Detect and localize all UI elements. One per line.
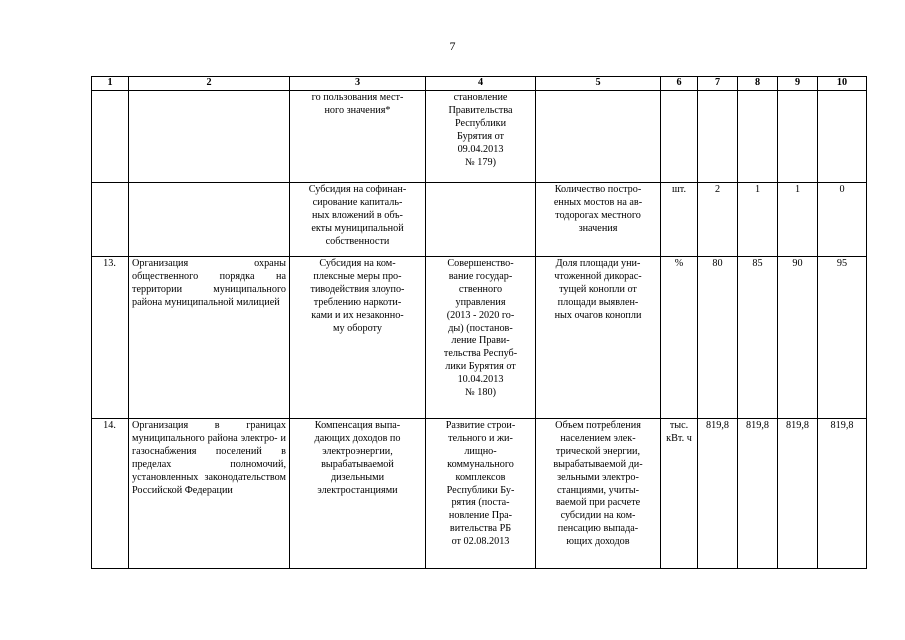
header-cell: 9 <box>778 77 818 91</box>
value-cell: 819,8 <box>778 419 818 569</box>
header-cell: 3 <box>290 77 426 91</box>
unit-cell: шт. <box>661 183 698 257</box>
row-number-cell: 14. <box>92 419 129 569</box>
indicator-cell <box>536 91 661 183</box>
value-cell: 85 <box>738 257 778 419</box>
unit-cell: тыс. кВт. ч <box>661 419 698 569</box>
task-cell <box>129 183 290 257</box>
value-cell: 2 <box>698 183 738 257</box>
task-cell <box>129 91 290 183</box>
row-number-cell <box>92 91 129 183</box>
unit-cell: % <box>661 257 698 419</box>
value-cell: 819,8 <box>738 419 778 569</box>
value-cell <box>818 91 867 183</box>
task-cell: Организация в границах муниципального района электро- и газоснабжения поселений в пределах полномочий, установленных законодательством Российской Федерации <box>129 419 290 569</box>
header-cell: 1 <box>92 77 129 91</box>
header-cell: 2 <box>129 77 290 91</box>
value-cell: 819,8 <box>818 419 867 569</box>
header-cell: 4 <box>426 77 536 91</box>
subsidy-cell: го пользования мест- ного значения* <box>290 91 426 183</box>
indicator-cell: Объем потребления населением элек- трической энергии, вырабатываемой ди- зельными электро- станциями, учиты- ваемой при расчете субсидии на ком- пенсацию выпада- ющих доходов <box>536 419 661 569</box>
value-cell: 80 <box>698 257 738 419</box>
table-row <box>92 183 867 257</box>
table-row <box>92 419 867 569</box>
header-cell: 7 <box>698 77 738 91</box>
page-number: 7 <box>449 39 456 53</box>
header-cell: 10 <box>818 77 867 91</box>
value-cell <box>698 91 738 183</box>
value-cell: 1 <box>778 183 818 257</box>
task-cell: Организация охраны общественного порядка на территории муниципального района муниципальной милицией <box>129 257 290 419</box>
header-cell: 5 <box>536 77 661 91</box>
program-cell: Развитие строи- тельного и жи- лищно- коммунального комплексов Республики Бу- рятия (поста- новление Пра- вительства РБ от 02.08.2013 <box>426 419 536 569</box>
data-table <box>91 76 867 569</box>
table-row <box>92 91 867 183</box>
subsidy-cell: Субсидия на софинан- сирование капиталь- ных вложений в объ- екты муниципальной собственности <box>290 183 426 257</box>
indicator-cell: Количество постро- енных мостов на ав- тодорогах местного значения <box>536 183 661 257</box>
subsidy-cell: Субсидия на ком- плексные меры про- тиводействия злоупо- треблению наркоти- ками и их незаконно- му обороту <box>290 257 426 419</box>
subsidy-cell: Компенсация выпа- дающих доходов по электроэнергии, вырабатываемой дизельными электростанциями <box>290 419 426 569</box>
value-cell: 90 <box>778 257 818 419</box>
indicator-cell: Доля площади уни- чтоженной дикорас- тущей конопли от площади выявлен- ных очагов конопли <box>536 257 661 419</box>
table-row <box>92 257 867 419</box>
header-cell: 6 <box>661 77 698 91</box>
header-cell: 8 <box>738 77 778 91</box>
program-cell: Совершенство- вание государ- ственного управления (2013 - 2020 го- ды) (постанов- ление Прави- тельства Респуб- лики Бурятия от 10.04.2013 № 180) <box>426 257 536 419</box>
row-number-cell <box>92 183 129 257</box>
row-number-cell: 13. <box>92 257 129 419</box>
value-cell: 0 <box>818 183 867 257</box>
value-cell: 819,8 <box>698 419 738 569</box>
unit-cell <box>661 91 698 183</box>
value-cell <box>778 91 818 183</box>
value-cell <box>738 91 778 183</box>
value-cell: 95 <box>818 257 867 419</box>
table-header-row <box>92 77 867 91</box>
program-cell <box>426 183 536 257</box>
value-cell: 1 <box>738 183 778 257</box>
program-cell: становление Правительства Республики Бурятия от 09.04.2013 № 179) <box>426 91 536 183</box>
